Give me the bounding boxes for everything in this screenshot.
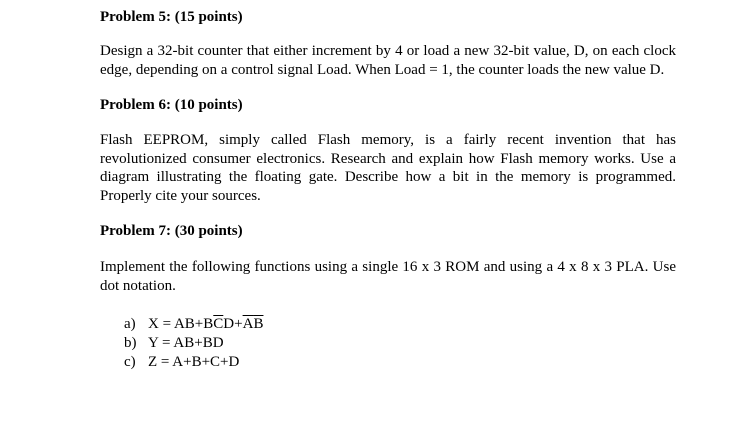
list-item	[124, 334, 676, 353]
problem-6-text: Flash EEPROM, simply called Flash memory, is a fairly recent invention that has revolutionized consumer electronics. Research and explain how Flash memory works. Use a diagram illustrating the floating gate. Describe how a bit in the memory is programmed. Properly cite your sources.	[100, 132, 676, 204]
function-expression: Y = AB+BD	[148, 335, 224, 351]
expr-part-overlined: $\overline{C}$	[213, 316, 224, 332]
problem-7-text: Implement the following functions using a single 16 x 3 ROM and using a 4 x 8 x 3 PLA. Use dot notation.	[100, 259, 676, 294]
problem-6-heading: Problem 6: (10 points)	[100, 97, 243, 113]
item-label: b)	[124, 335, 137, 351]
document-page	[100, 8, 676, 372]
problem-7-heading: Problem 7: (30 points)	[100, 223, 243, 239]
item-label: a)	[124, 316, 136, 332]
function-list	[100, 315, 676, 372]
problem-5-text: Design a 32-bit counter that either increment by 4 or load a new 32-bit value, D, on each clock edge, depending on a control signal Load. When Load = 1, the counter loads the new value D.	[100, 43, 676, 78]
function-expression	[148, 315, 263, 334]
list-item	[124, 353, 676, 372]
problem-5-heading: Problem 5: (15 points)	[100, 9, 243, 25]
expr-part: X = AB+B	[148, 316, 214, 332]
function-expression: Z = A+B+C+D	[148, 354, 240, 370]
list-item	[124, 315, 676, 334]
expr-part: D+	[223, 316, 243, 332]
expr-part-overlined: $\overline{A}$	[242, 316, 254, 332]
expr-part-overlined: $\overline{B}$	[253, 316, 264, 332]
item-label: c)	[124, 354, 136, 370]
